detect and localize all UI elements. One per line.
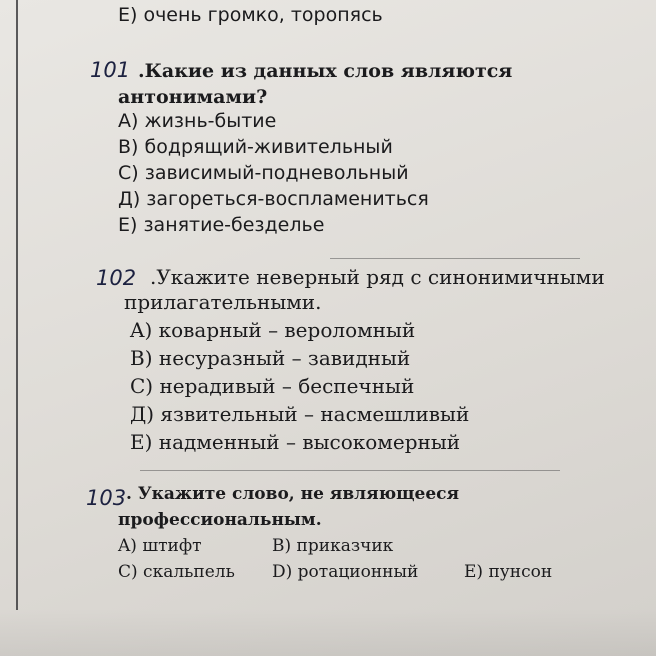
q101-text-line1: .Какие из данных слов являются: [138, 60, 513, 82]
q102-option-c: C) нерадивый – беспечный: [130, 374, 415, 398]
q102-text-line2: прилагательными.: [124, 290, 322, 314]
q101-option-b: B) бодрящий-живительный: [118, 136, 393, 158]
q103-option-b: B) приказчик: [272, 536, 394, 556]
q102-text-line1: .Укажите неверный ряд с синонимичными: [150, 265, 605, 289]
q101-option-e: E) занятие-безделье: [118, 214, 325, 236]
q103-option-d: D) ротационный: [272, 562, 419, 582]
page-margin-line: [16, 0, 18, 610]
prev-answer-option-e: E) очень громко, торопясь: [118, 4, 383, 26]
q103-text-line2: профессиональным.: [118, 510, 322, 530]
q103-text-line1: . Укажите слово, не являющееся: [126, 484, 460, 504]
q102-option-a: A) коварный – вероломный: [130, 318, 416, 342]
q101-option-c: C) зависимый-подневольный: [118, 162, 409, 184]
q101-option-a: A) жизнь-бытие: [118, 110, 277, 132]
q102-option-e: E) надменный – высокомерный: [130, 430, 461, 454]
question-number-101: 101: [90, 58, 131, 82]
separator-line: [140, 470, 560, 471]
separator-line: [330, 258, 580, 259]
page-shadow: [0, 608, 656, 656]
q102-option-b: B) несуразный – завидный: [130, 346, 411, 370]
q101-text-line2: антонимами?: [118, 86, 268, 108]
q103-option-e: E) пунсон: [464, 562, 553, 582]
q102-option-d: Д) язвительный – насмешливый: [130, 402, 470, 426]
question-number-102: 102: [96, 266, 137, 290]
q101-option-d: Д) загореться-воспламениться: [118, 188, 429, 210]
question-number-103: 103: [86, 486, 127, 510]
q103-option-a: A) штифт: [118, 536, 202, 556]
q103-option-c: C) скальпель: [118, 562, 235, 582]
